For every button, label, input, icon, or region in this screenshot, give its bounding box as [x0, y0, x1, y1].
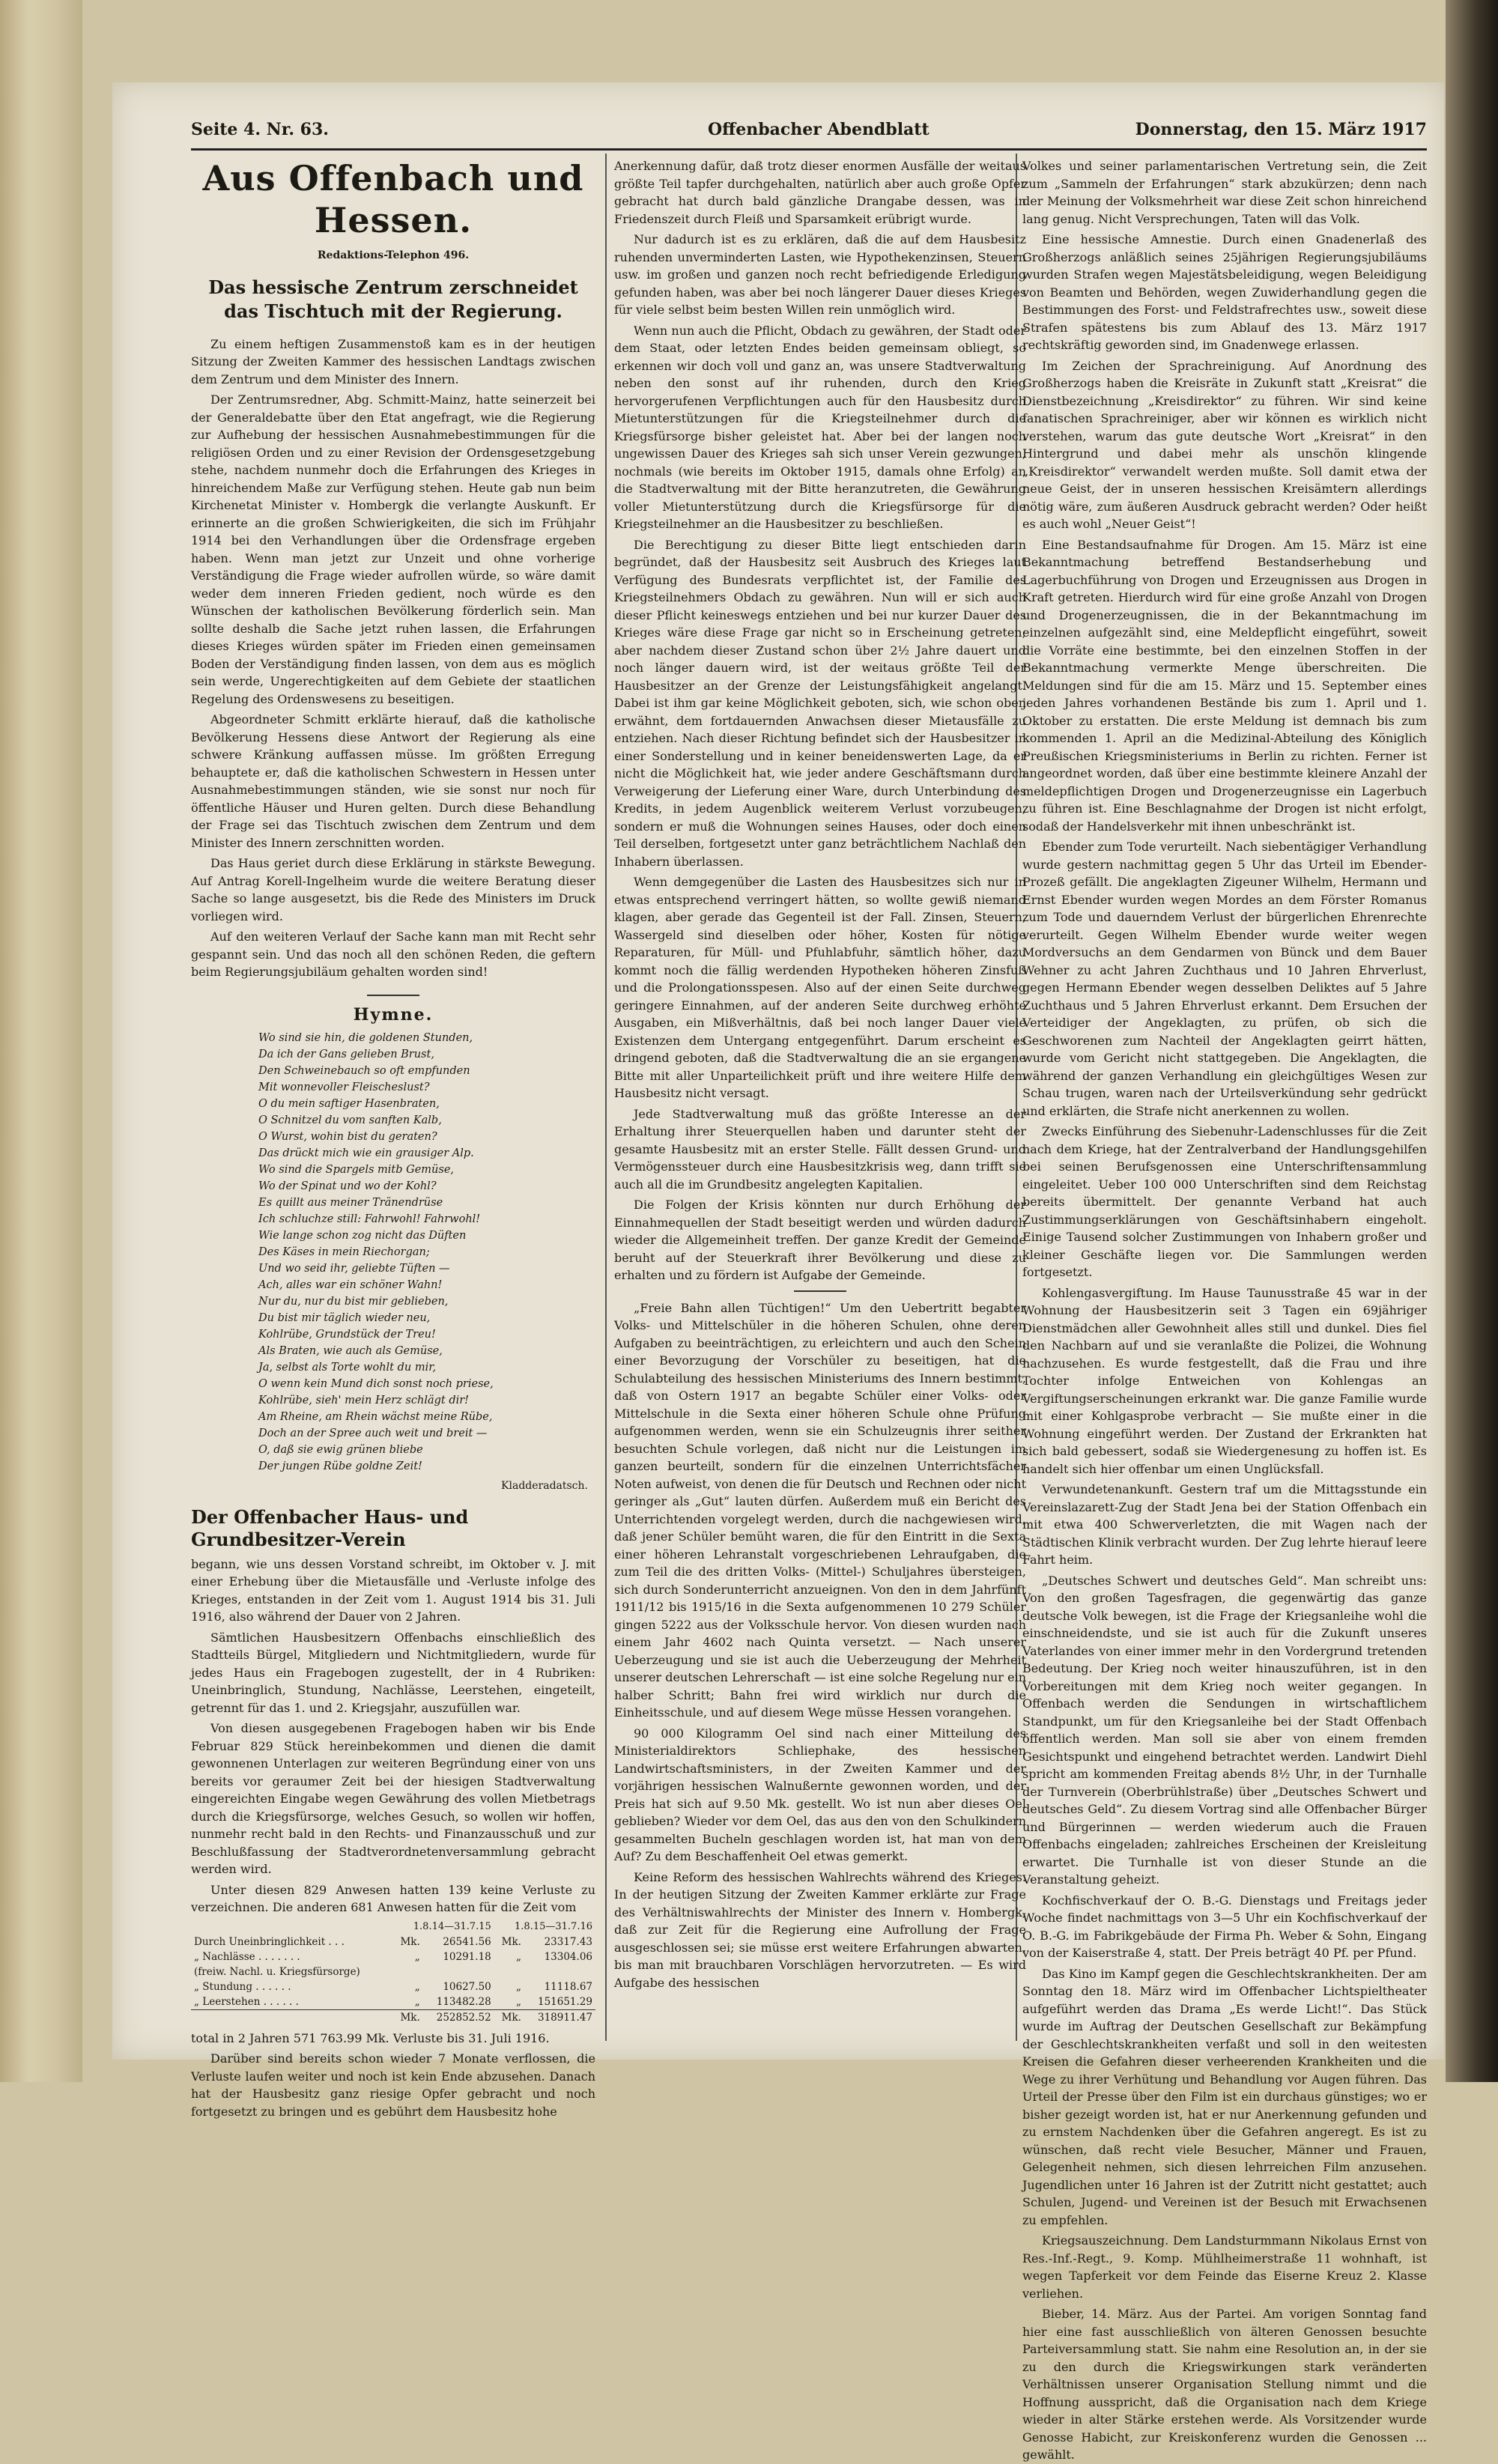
table-cell: „ — [515, 1995, 521, 2008]
table-cell: „ — [515, 1980, 521, 1993]
poem-line: Kohlrübe, sieh' mein Herz schlägt dir! — [258, 1395, 469, 1407]
paragraph: Anerkennung dafür, daß trotz dieser enormen Ausfälle der weitaus größte Teil tapfer durchgehalten, natürlich aber auch große Opfer gebracht hat durch bald gänzliche Drangabe dessen, was in Friedenszeit durch Fleiß und Sparsamkeit erübrigt wurde. — [614, 159, 1026, 226]
article-body-3 — [191, 2030, 595, 2121]
header-rule — [191, 148, 1427, 151]
poem-title: Hymne. — [353, 1004, 434, 1025]
table-col-header: 1.8.14—31.7.15 — [413, 1920, 491, 1932]
poem-line: Da ich der Gans gelieben Brust, — [258, 1049, 434, 1060]
table-cell: 26541.56 — [443, 1935, 491, 1948]
paragraph: Wenn demgegenüber die Lasten des Hausbesitzes sich nur in etwas entsprechend verringert hätten, so wollte gewiß niemand klagen, aber gerade das Gegenteil ist der Fall. Zinsen, Steuern, Wassergeld sind dieselben oder höher, Kosten für nötige Reparaturen, für Müll- und Pfuhlabfuhr, sämtlich höher, dazu kommt noch die fällig werdenden Hypotheken höheren Zinsfuß und die Prolongationsspesen. Also auf der einen Seite durchweg geringere Einnahmen, auf der anderen Seite durchweg erhöhte Ausgaben, ein Mißverhältnis, daß bei noch langer Dauer viele Existenzen dem Untergang entgegenführt. Darum erscheint es dringend geboten, daß die Stadtverwaltung die an sie ergangene Bitte mit aller Unparteilichkeit prüft und ihre weitere Hilfe dem Hausbesitz nicht versagt. — [614, 875, 1026, 1100]
paragraph: Zu einem heftigen Zusammenstoß kam es in der heutigen Sitzung der Zweiten Kammer des hessischen Landtags zwischen dem Zentrum und dem Minister des Innern. — [191, 336, 595, 386]
paragraph: begann, wie uns dessen Vorstand schreibt, im Oktober v. J. mit einer Erhebung über die Mietausfälle und -Verluste infolge des Krieges, entstanden in der Zeit vom 1. August 1914 bis 31. Juli 1916, also während der Dauer von 2 Jahren. — [191, 1556, 595, 1624]
table-sum-row — [191, 2009, 595, 2025]
article-headline: Das hessische Zentrum zerschneidet das Tischtuch mit der Regierung. — [208, 276, 578, 322]
paragraph: Das Kino im Kampf gegen die Geschlechtskrankheiten. Der am Sonntag den 18. März wird im Offenbacher Lichtspieltheater aufgeführt werden das Drama „Es werde Licht!“. Das Stück wurde im Auftrag der Deutschen Gesellschaft zur Bekämpfung der Geschlechtskrankheiten verfaßt und soll in den weitesten Kreisen die Gefahren dieser verheerenden Krankheiten und die Wege zu ihrer Verhütung und Behandlung vor Augen führen. Das Urteil der Presse über den Film ist ein durchaus günstiges; wo er bisher gezeigt worden ist, hat er nur Anerkennung gefunden und zu ernstem Nachdenken über die Gefahren angeregt. Es ist zu wünschen, daß recht viele Besucher, Männer und Frauen, Gelegenheit nehmen, sich diesen lehrreichen Film anzusehen. Jugendlichen unter 16 Jahren ist der Zutritt nicht gestattet; auch Schulen, Jugend- und Vereinen ist der Besuch mit Erwachsenen zu empfehlen. — [1022, 1966, 1427, 2227]
table-cell: Mk. — [501, 1935, 521, 1948]
paragraph: Sämtlichen Hausbesitzern Offenbachs einschließlich des Stadtteils Bürgel, Mitgliedern und Nichtmitgliedern, wurde für jedes Haus ein Fragebogen zugestellt, der in 4 Rubriken: Uneinbringlich, Stundung, Nachlässe, Leerstehen, eingeteilt, getrennt für das 1. und 2. Kriegsjahr, auszufüllen war. — [191, 1630, 595, 1715]
newspaper-title: Offenbacher Abendblatt — [708, 120, 930, 139]
poem-line: O wenn kein Mund dich sonst noch priese, — [258, 1378, 494, 1390]
paragraph: Keine Reform des hessischen Wahlrechts während des Krieges. In der heutigen Sitzung der Zweiten Kammer erklärte zur Frage des Verhältniswahlrechts der Minister des Innern v. Hombergk, daß zur Zeit für die Regierung eine Aufrollung der Frage ausgeschlossen sei; sie müsse erst weitere Erfahrungen abwarten, bis man mit brauchbaren Vorschlägen hervorzutreten. — Es wird Aufgabe des hessischen — [614, 1869, 1026, 1990]
table-row — [191, 1949, 595, 1964]
left-binding-margin — [0, 0, 82, 2082]
poem-line: Wo sind sie hin, die goldenen Stunden, — [258, 1032, 473, 1044]
news-items — [614, 1299, 1026, 1992]
column-2 — [614, 157, 1026, 2045]
table-col-header: 1.8.15—31.7.16 — [515, 1920, 592, 1932]
paragraph: Von diesen ausgegebenen Fragebogen haben wir bis Ende Februar 829 Stück hereinbekommen und dienen die damit gewonnenen Unterlagen zur weiteren Begründung einer von uns bereits vor geraumer Zeit bei der hiesigen Stadtverwaltung eingereichten Eingabe wegen Gewährung des vollen Mietbetrags durch die Kriegsfürsorge, welches Gesuch, so wollen wir hoffen, nunmehr recht bald in den Rechts- und Finanzausschuß und zur Beschlußfassung der Stadtverordnetenversammlung gebracht werden wird. — [191, 1721, 595, 1876]
table-cell — [393, 1964, 423, 1979]
paragraph: Wenn nun auch die Pflicht, Obdach zu gewähren, der Stadt oder dem Staat, oder letzten Endes beiden gemeinsam obliegt, so erkennen wir doch voll und ganz an, was unsere Stadtverwaltung neben den sonst auf ihr ruhenden, durch den Krieg hervorgerufenen Verpflichtungen auch für den Hausbesitz durch Mietunterstützungen für die Kriegsteilnehmer durch die Kriegsfürsorge bisher geleistet hat. Aber bei der langen noch ungewissen Dauer des Krieges sah sich unser Verein gezwungen, nochmals (wie bereits im Oktober 1915, damals ohne Erfolg) an die Stadtverwaltung mit der Bitte heranzutreten, die Gewährung voller Mietunterstützung durch die Kriegsfürsorge für die Kriegsteilnehmer an die Hausbesitzer zu beschließen. — [614, 323, 1026, 531]
poem-line: Das drückt mich wie ein grausiger Alp. — [258, 1147, 474, 1159]
poem-line: Ja, selbst als Torte wohlt du mir, — [258, 1362, 437, 1374]
poem-line: Es quillt aus meiner Tränendrüse — [258, 1197, 443, 1209]
paragraph: 90 000 Kilogramm Oel sind nach einer Mitteilung des Ministerialdirektors Schliephake, des hessischen Landwirtschaftsministers, in der Zweiten Kammer und der vorjährigen hessischen Walnußernte gewonnen worden, und der Preis hat sich auf 9.50 Mk. gestellt. Wo ist nun aber dieses Oel geblieben? Wieder vor dem Oel, das aus den von den Schulkindern gesammelten Bucheln geschlagen worden ist, hat man von dem Auf? Zu dem Beschaffenheit Oel etwas gemerkt. — [614, 1726, 1026, 1863]
table-cell: Mk. — [393, 2009, 423, 2025]
separator-rule — [794, 1290, 846, 1292]
table-cell: „ Leerstehen . . . . . . — [194, 1995, 299, 2008]
poem-line: Als Braten, wie auch als Gemüse, — [258, 1345, 443, 1357]
paragraph: Volkes und seiner parlamentarischen Vertretung sein, die Zeit zum „Sammeln der Erfahrungen“ stark abzukürzen; denn nach der Meinung der Volksmehrheit war diese Zeit schon hinreichend lang genug. Nicht Versprechungen, Taten will das Volk. — [1022, 159, 1427, 226]
poem-line: O, daß sie ewig grünen bliebe — [258, 1444, 423, 1456]
poem-line: Kohlrübe, Grundstück der Treu! — [258, 1329, 436, 1341]
table-cell: Durch Uneinbringlichkeit . . . — [194, 1935, 345, 1948]
poem-line: Nur du, nur du bist mir geblieben, — [258, 1296, 449, 1308]
book-spine — [1446, 0, 1498, 2082]
paragraph: Abgeordneter Schmitt erklärte hierauf, daß die katholische Bevölkerung Hessens diese Antwort der Regierung als eine schwere Kränkung auffassen müsse. Im größten Erregung behauptete er, daß die katholischen Schwestern in Hessen unter Ausnahmebestimmungen ständen, wie sie sonst nur noch für öffentliche Häuser und Huren gelten. Durch diese Behandlung der Frage sei das Tischtuch zwischen dem Zentrum und dem Minister des Innern zerschnitten worden. — [191, 712, 595, 850]
table-cell: 11118.67 — [544, 1980, 592, 1993]
article-body-2 — [191, 1556, 595, 1917]
poem-body — [258, 1030, 595, 1475]
poem-line: Wo sind die Spargels mitb Gemüse, — [258, 1164, 455, 1176]
poem-line: Du bist mir täglich wieder neu, — [258, 1312, 431, 1324]
article-body-continued — [614, 157, 1026, 1284]
poem-line: Ich schluchze still: Fahrwohl! Fahrwohl! — [258, 1213, 481, 1225]
section-title: Aus Offenbach und Hessen. — [202, 158, 584, 240]
table-row — [191, 1994, 595, 2010]
poem-line: Doch an der Spree auch weit und breit — — [258, 1427, 488, 1439]
losses-table — [191, 1920, 595, 2025]
paragraph: Kriegsauszeichnung. Dem Landsturmmann Nikolaus Ernst von Res.-Inf.-Regt., 9. Komp. Mühlheimerstraße 11 wohnhaft, ist wegen Tapferkeit vor dem Feinde das Eiserne Kreuz 2. Klasse verliehen. — [1022, 2233, 1427, 2301]
table-cell: (freiw. Nachl. u. Kriegsfürsorge) — [194, 1965, 360, 1978]
paragraph: „Freie Bahn allen Tüchtigen!“ Um den Uebertritt begabter Volks- und Mittelschüler in die höheren Schulen, ohne deren Aufgaben zu beeinträchtigen, zu erleichtern und auch den Schein einer Bevorzugung der Vorschüler zu beseitigen, hat die Schulabteilung des hessischen Ministeriums des Innern bestimmt, daß von Ostern 1917 an begabte Schüler einer Volks- oder Mittelschule in die Sexta einer höheren Schule ohne Prüfung aufgenommen werden, wenn sie ein Schulzeugnis ihrer seither besuchten Schule vorlegen, daß nicht nur die Leistungen im ganzen beurteilt, sondern für die einzelnen Unterrichtsfächer Noten aufweist, von denen die für Deutsch und Rechnen oder nicht geringer als „Gut“ lauten dürfen. Außerdem muß ein Bericht des Unterrichtenden vorgelegt werden, durch die nachgewiesen wird, daß jener Schüler bemüht waren, die für den Eintritt in die Sexta einer höheren Lehranstalt vorgeschriebenen Lehraufgaben, die zum Teil die des dritten Volks- (Mittel-) Schuljahres übersteigen, sich durch Sonderunterricht anzueignen. Von den in dem Jahrfünft 1911/12 bis 1915/16 in die Sexta aufgenommenen 10 279 Schüler gingen 5222 aus der Volksschule hervor. Von diesen wurden nach einem Jahr 4602 nach Quinta versetzt. — Nach unserer Ueberzeugung und sie ist auch die Ueberzeugung der Mehrheit unserer deutschen Lehrerschaft — ist eine solche Regelung nur ein halber Schritt; Bahn frei wird wirklich nur durch die Einheitsschule, und auf diesem Wege müsse Hessen vorangehen. — [614, 1300, 1026, 1720]
paragraph: „Deutsches Schwert und deutsches Geld“. Man schreibt uns: Von den großen Tagesfragen, die gegenwärtig das ganze deutsche Volk bewegen, ist die Frage der Kriegsanleihe wohl die einschneidendste, und sie ist auch für die Zukunft unseres Vaterlandes von einer immer mehr in den Vordergrund tretenden Bedeutung. Der Krieg noch weiter hinauszuführen, ist in den Vorbereitungen mit dem Krieg noch weiter gegangen. In Offenbach werden die Sendungen in wirtschaftlichem Standpunkt, um für den Kriegsanleihe bei der Stadt Offenbach öffentlich werden. Man soll sie aber von einem fremden Gesichtspunkt und eingehend betrachtet werden. Landwirt Diehl spricht am kommenden Freitag abends 8½ Uhr, in der Turnhalle der Turnverein (Oberbrühlstraße) über „Deutsches Schwert und deutsches Geld“. Zu diesem Vortrag sind alle Offenbacher Bürger und Bürgerinnen — werden wiederum auch die Frauen Offenbachs eingeladen; zahlreiches Erscheinen der Kreisleitung erwartet. Die Turnhalle ist von dieser Stunde an die Veranstaltung geheizt. — [1022, 1573, 1427, 1887]
paragraph: Eine hessische Amnestie. Durch einen Gnadenerlaß des Großherzogs anläßlich seines 25jährigen Regierungsjubiläums wurden Strafen wegen Majestätsbeleidigung, wegen Beleidigung von Beamten und Behörden, wegen Zuwiderhandlung gegen die Bestimmungen des Forst- und Feldstrafrechtes usw., soweit diese Strafen spätestens bis zum Ablauf des 13. März 1917 rechtskräftig geworden sind, im Gnadenwege erlassen. — [1022, 232, 1427, 352]
table-cell: „ Stundung . . . . . . — [194, 1980, 291, 1993]
poem-line: Mit wonnevoller Fleischeslust? — [258, 1081, 430, 1093]
paragraph: Bieber, 14. März. Aus der Partei. Am vorigen Sonntag fand hier eine fast ausschließlich von älteren Genossen besuchte Parteiversammlung statt. Sie nahm eine Resolution an, in der sie zu den durch die Kriegswirkungen stark veränderten Verhältnissen unserer Organisation Stellung nimmt und die Hoffnung ausspricht, daß die Organisation nach dem Kriege wieder in alter Stärke erstehen werde. Als Vorsitzender wurde Genosse Habicht, zur Kreiskonferenz wurden die Genossen ... gewählt. — [1022, 2307, 1427, 2462]
paragraph: Im Zeichen der Sprachreinigung. Auf Anordnung des Großherzogs haben die Kreisräte in Zukunft statt „Kreisrat“ die Dienstbezeichnung „Kreisdirektor“ zu führen. Wir sind keine fanatischen Sprachreiniger, aber wir können es wirklich nicht verstehen, warum das gute deutsche Wort „Kreisrat“ in den Hintergrund und dabei mehr als unschön klingende „Kreisdirektor“ verwandelt werden mußte. Soll damit etwa der neue Geist, der in unseren hessischen Kreisämtern allerdings nötig wäre, zum äußeren Ausdruck gebracht werden? Oder heißt es auch wohl „Neuer Geist“! — [1022, 358, 1427, 531]
table-cell — [494, 1964, 524, 1979]
table-cell: 10291.18 — [443, 1950, 491, 1963]
table-cell: 23317.43 — [544, 1935, 592, 1948]
poem-line: Der jungen Rübe goldne Zeit! — [258, 1460, 422, 1472]
paragraph: Zwecks Einführung des Siebenuhr-Ladenschlusses für die Zeit nach dem Kriege, hat der Zentralverband der Handlungsgehilfen bei seinen Berufsgenossen eine Unterschriftensammlung eingeleitet. Ueber 100 000 Unterschriften sind dem Reichstag bereits übermittelt. Der genannte Verband hat auch Zustimmungserklärungen von Geschäftsinhabern eingeholt. Einige Tausend solcher Zustimmungen von Inhabern großer und kleiner Geschäfte liegen vor. Die Sammlungen werden fortgesetzt. — [1022, 1124, 1427, 1279]
poem-line: Den Schweinebauch so oft empfunden — [258, 1065, 470, 1077]
table-row — [191, 1964, 595, 1979]
table-cell: „ — [515, 1950, 521, 1963]
column-1 — [191, 157, 595, 2119]
table-cell: Mk. — [494, 2009, 524, 2025]
paragraph: Jede Stadtverwaltung muß das größte Interesse an der Erhaltung ihrer Steuerquellen haben und darunter steht der gesamte Hausbesitz mit an erster Stelle. Fällt dessen Grund- und Vermögenssteuer durch eine Hausbesitzkrisis weg, dann trifft sie auch all die im Grundbesitz angelegten Kapitalien. — [614, 1106, 1026, 1192]
table-cell: „ — [414, 1995, 420, 2008]
paragraph: total in 2 Jahren 571 763.99 Mk. Verluste bis 31. Juli 1916. — [191, 2030, 550, 2045]
table-cell — [191, 2009, 393, 2025]
paragraph: Darüber sind bereits schon wieder 7 Monate verflossen, die Verluste laufen weiter und noch ist kein Ende abzusehen. Danach hat der Hausbesitz ganz riesige Opfer gebracht und noch fortgesetzt zu bringen und es gebührt dem Hausbesitz hohe — [191, 2051, 595, 2119]
article-body — [191, 336, 595, 981]
news-items — [1022, 157, 1427, 1962]
paragraph: Eine Bestandsaufnahme für Drogen. Am 15. März ist eine Bekanntmachung betreffend Bestandserhebung und Lagerbuchführung von Drogen und Erzeugnissen aus Drogen in Kraft getreten. Hierdurch wird für eine große Anzahl von Drogen und Drogenerzeugnissen, die in der Bekanntmachung im einzelnen aufgezählt sind, eine Meldepflicht eingeführt, soweit die Vorräte eine bestimmte, bei den einzelnen Stoffen in der Bekanntmachung vermerkte Menge überschreiten. Die Meldungen sind für die am 15. März und 15. September eines jeden Jahres vorhandenen Bestände bis zum 1. April und 1. Oktober zu erstatten. Die erste Meldung ist demnach bis zum kommenden 1. April an die Medizinal-Abteilung des Königlich Preußischen Kriegsministeriums in Berlin zu richten. Ferner ist angeordnet worden, daß über eine bestimmte kleinere Anzahl der meldepflichtigen Drogen und Drogenerzeugnisse ein Lagerbuch zu führen ist. Eine Beschlagnahme der Drogen ist nicht erfolgt, sodaß der Handelsverkehr mit ihnen unbeschränkt ist. — [1022, 537, 1427, 834]
separator-rule — [367, 995, 419, 996]
table-cell: „ — [414, 1950, 420, 1963]
poem-line: Und wo seid ihr, geliebte Tüften — — [258, 1263, 450, 1275]
table-row — [191, 1935, 595, 1949]
paragraph: Verwundetenankunft. Gestern traf um die Mittagsstunde ein Vereinslazarett-Zug der Stadt Jena bei der Station Offenbach ein mit etwa 400 Schwerverletzten, die mit Wagen nach der Städtischen Klinik verbracht wurden. Der Zug lehrte hierauf leere Fahrt heim. — [1022, 1482, 1427, 1567]
paragraph: Unter diesen 829 Anwesen hatten 139 keine Verluste zu verzeichnen. Die anderen 681 Anwesen hatten für die Zeit vom — [191, 1882, 595, 1914]
paragraph: Kohlengasvergiftung. Im Hause Taunusstraße 45 war in der Wohnung der Hausbesitzerin seit 3 Tagen ein 69jähriger Dienstmädchen aller Gewohnheit alles still und dunkel. Dies fiel den Nachbarn auf und sie veranlaßte die Polizei, die Wohnung nachzusehen. Es wurde festgestellt, daß die Frau und ihre Tochter infolge Entweichen von Kohlengas an Vergiftungserscheinungen erkrankt war. Die ganze Familie wurde mit einer Kohlgasprobe verbracht — Sie mußte einer in die Wohnung eingeführt werden. Der Zustand der Erkrankten hat sich bald gebessert, sodaß sie Wiedergenesung zu hoffen ist. Es handelt sich hier offenbar um einen Unglücksfall. — [1022, 1285, 1427, 1476]
editorial-phone: Redaktions-Telephon 496. — [317, 249, 470, 261]
poem-source: Kladderadatsch. — [501, 1480, 588, 1492]
poem-line: Wo der Spinat und wo der Kohl? — [258, 1180, 437, 1192]
column-rule-1 — [605, 154, 607, 2041]
table-cell — [423, 1964, 494, 1979]
table-cell: 151651.29 — [537, 1995, 592, 2008]
poem-line: Des Käses in mein Riechorgan; — [258, 1246, 430, 1258]
table-cell — [524, 1964, 595, 1979]
table-cell: 10627.50 — [443, 1980, 491, 1993]
news-items-2 — [1022, 1965, 1427, 2464]
table-cell: 252852.52 — [423, 2009, 494, 2025]
poem-line: Am Rheine, am Rhein wächst meine Rübe, — [258, 1411, 493, 1423]
paragraph: Auf den weiteren Verlauf der Sache kann man mit Recht sehr gespannt sein. Und das noch all den schönen Reden, die geftern beim Regierungsjubiläum gehalten worden sind! — [191, 929, 595, 979]
paragraph: Das Haus geriet durch diese Erklärung in stärkste Bewegung. Auf Antrag Korell-Ingelheim wurde die weitere Beratung dieser Sache so lange ausgesetzt, bis die Rede des Ministers im Druck vorliegen wird. — [191, 856, 595, 923]
poem-line: O Schnitzel du vom sanften Kalb, — [258, 1114, 442, 1126]
table-cell: 113482.28 — [436, 1995, 491, 2008]
table-row — [191, 1979, 595, 1994]
poem-line: O du mein saftiger Hasenbraten, — [258, 1098, 440, 1110]
table-header-spacer — [191, 1920, 393, 1935]
poem-line: O Wurst, wohin bist du geraten? — [258, 1131, 437, 1143]
column-3 — [1022, 157, 1427, 2462]
table-cell: „ Nachlässe . . . . . . . — [194, 1950, 300, 1963]
paragraph: Die Folgen der Krisis könnten nur durch Erhöhung der Einnahmequellen der Stadt beseitigt werden und würden dadurch wieder die Allgemeinheit treffen. Der ganze Kredit der Gemeinde beruht auf der Steuerkraft ihrer Bevölkerung und diese zu erhalten und zu fördern ist Aufgabe der Gemeinde. — [614, 1198, 1026, 1282]
article-headline-2: Der Offenbacher Haus- und Grundbesitzer-Verein — [191, 1505, 469, 1550]
table-cell: 318911.47 — [524, 2009, 595, 2025]
issue-date: Donnerstag, den 15. März 1917 — [1135, 120, 1427, 139]
paragraph: Die Berechtigung zu dieser Bitte liegt entschieden darin begründet, daß der Hausbesitz seit Ausbruch des Krieges laut Verfügung des Bundesrats verpflichtet ist, der Familie des Kriegsteilnehmers Obdach zu gewähren. Nun will er sich auch dieser Pflicht keineswegs entziehen und bei nur kurzer Dauer des Krieges wäre diese Frage gar nicht so in Erscheinung getreten; aber nachdem dieser Zustand schon über 2½ Jahre dauert und noch länger dauern wird, ist der weitaus größte Teil der Hausbesitzer an der Grenze der Leistungsfähigkeit angelangt. Dabei ist ihm gar keine Möglichkeit geboten, sich, wie schon oben erwähnt, dem fortdauernden Anwachsen dieser Mietausfälle zu entziehen. Nach dieser Richtung befindet sich der Hausbesitzer in einer Sonderstellung und in keiner beneidenswerten Lage, da er nicht die Möglichkeit hat, wie jeder andere Geschäftsmann durch Verweigerung der Lieferung einer Ware, durch Unterbindung des Kredits, in jedem Augenblick weiterem Verlust vorzubeugen, sondern er muß die Wohnungen seines Hauses, oder doch einen Teil derselben, fortgesetzt unter ganz beträchtlichem Nachlaß den Inhabern überlassen. — [614, 537, 1026, 869]
poem-line: Wie lange schon zog nicht das Düften — [258, 1230, 467, 1242]
paragraph: Ebender zum Tode verurteilt. Nach siebentägiger Verhandlung wurde gestern nachmittag gegen 5 Uhr das Urteil im Ebender-Prozeß gefällt. Die angeklagten Zigeuner Wilhelm, Hermann und Ernst Ebender wurden wegen Mordes an dem Förster Romanus zum Tode und dauerndem Verlust der bürgerlichen Ehrenrechte verurteilt. Gegen Wilhelm Ebender wurde weiter wegen Mordversuchs an dem Gendarmen von Bünck und dem Bauer Wehner zu acht Jahren Zuchthaus und 10 Jahren Ehrverlust, gegen Hermann Ebender wegen desselben Deliktes auf 5 Jahre Zuchthaus und 5 Jahren Ehrverlust erkannt. Dem Ersuchen der Verteidiger der Angeklagten, zu prüfen, ob sich die Geschworenen zum Nachteil der Angeklagten geirrt hätten, wurde vom Gericht nicht stattgegeben. Die Angeklagten, die während der ganzen Verhandlung ein gleichgültiges Wesen zur Schau trugen, waren nach der Urteilsverkündung sehr gedrückt und erklärten, die Strafe nicht anerkennen zu wollen. — [1022, 840, 1427, 1118]
table-cell: 13304.06 — [544, 1950, 592, 1963]
table-cell: „ — [414, 1980, 420, 1993]
table-cell: Mk. — [400, 1935, 420, 1948]
poem-line: Ach, alles war ein schöner Wahn! — [258, 1279, 443, 1291]
running-head — [191, 120, 1427, 142]
paragraph: Der Zentrumsredner, Abg. Schmitt-Mainz, hatte seinerzeit bei der Generaldebatte über den Etat angefragt, wie die Regierung zur Aufhebung der hessischen Ausnahmebestimmungen für die religiösen Orden und zu einer Revision der Ordensgesetzgebung stehe, nachdem nunmehr doch die Erfahrungen des Krieges in hinreichendem Maße zur Verfügung stehen. Heute gab nun beim Kirchenetat Minister v. Hombergk die verlangte Auskunft. Er erinnerte an die großen Schwierigkeiten, die sich im Frühjahr 1914 bei den Verhandlungen über die Ordensfrage ergeben haben. Wenn man jetzt zur Unzeit und ohne vorherige Verständigung die Frage wieder aufrollen würde, so wäre damit weder dem inneren Frieden gedient, noch würde es den Wünschen der katholischen Bevölkerung förderlich sein. Man sollte deshalb die Sache jetzt ruhen lassen, die Erfahrungen dieses Krieges würden später im Frieden einen gemeinsamen Boden der Verständigung finden lassen, von dem aus es möglich sein werde, Ungerechtigkeiten auf dem Gebiete der staatlichen Regelung des Ordenswesens zu beseitigen. — [191, 392, 595, 706]
paragraph: Nur dadurch ist es zu erklären, daß die auf dem Hausbesitz ruhenden unverminderten Lasten, wie Hypothekenzinsen, Steuern usw. im großen und ganzen noch recht befriedigende Erledigung gefunden haben, was aber bei noch längerer Dauer dieses Krieges für viele selbst beim besten Willen rein unmöglich wird. — [614, 232, 1026, 317]
paragraph: Kochfischverkauf der O. B.-G. Dienstags und Freitags jeder Woche findet nachmittags von 3—5 Uhr ein Kochfischverkauf der O. B.-G. im Fabrikgebäude der Firma Ph. Weber & Sohn, Eingang von der Kaiserstraße 4, statt. Der Preis beträgt 40 Pf. per Pfund. — [1022, 1893, 1427, 1960]
page-number: Seite 4. Nr. 63. — [191, 120, 329, 139]
